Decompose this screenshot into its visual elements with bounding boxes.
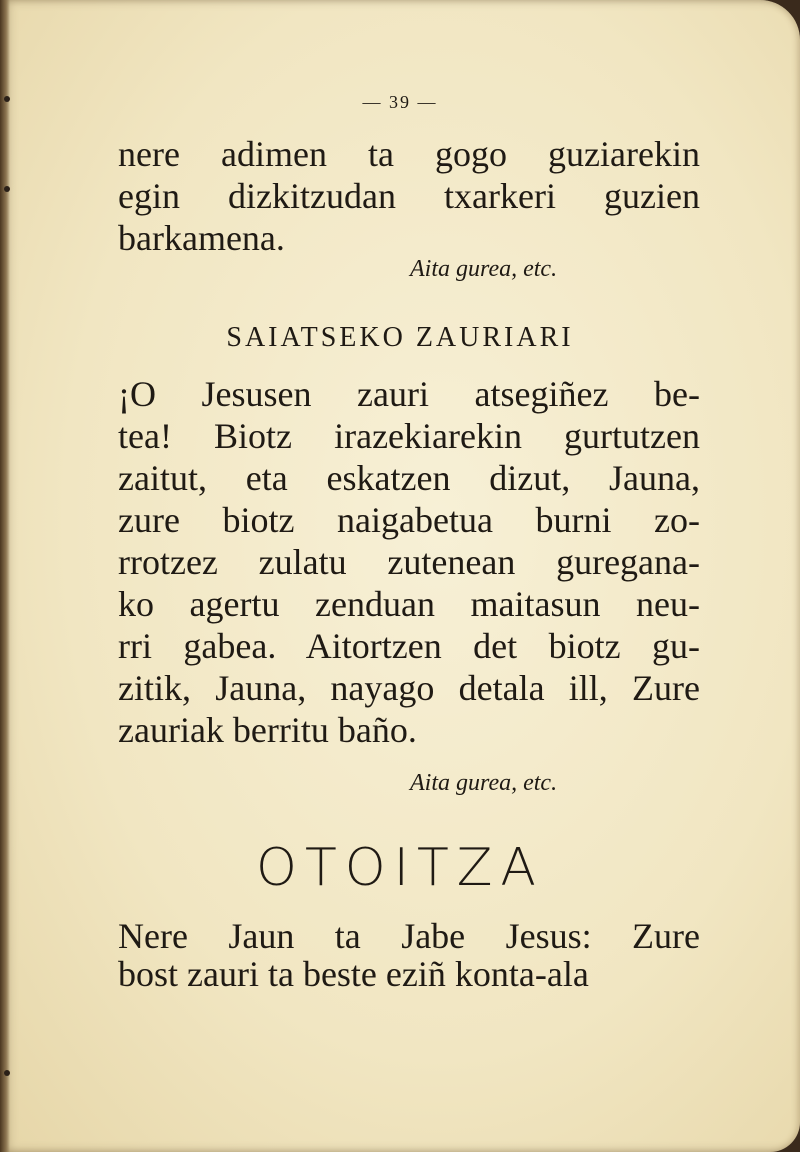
- text-line: tea! Biotz irazekiarekin gurtutzen: [118, 416, 700, 456]
- text-line: bost zauri ta beste eziñ konta-ala: [118, 954, 589, 994]
- section-heading: SAIATSEKO ZAURIARI: [226, 322, 574, 353]
- text-line: Nere Jaun ta Jabe Jesus: Zure: [118, 916, 700, 956]
- text-line: egin dizkitzudan txarkeri guzien: [118, 176, 700, 216]
- text-line: barkamena.: [118, 218, 285, 258]
- text-line: zitik, Jauna, nayago detala ill, Zure: [118, 668, 700, 708]
- text-line: zure biotz naigabetua burni zo-: [118, 500, 700, 540]
- text-line: zaitut, eta eskatzen dizut, Jauna,: [118, 458, 700, 498]
- text-line: rrotzez zulatu zutenean guregana-: [118, 542, 700, 582]
- book-spine: [0, 0, 10, 1152]
- text-line: ko agertu zenduan maitasun neu-: [118, 584, 700, 624]
- binding-mark: [4, 1070, 10, 1076]
- text-line: rri gabea. Aitortzen det biotz gu-: [118, 626, 700, 666]
- text-line: ¡O Jesusen zauri atsegiñez be-: [118, 374, 700, 414]
- binding-mark: [4, 186, 10, 192]
- section-heading-large: OTOITZA: [256, 838, 544, 898]
- page-number: — 39 —: [362, 92, 438, 112]
- refrain: Aita gurea, etc.: [410, 256, 558, 282]
- text-line: nere adimen ta gogo guziarekin: [118, 134, 700, 174]
- refrain: Aita gurea, etc.: [410, 770, 558, 796]
- text-line: zauriak berritu baño.: [118, 710, 417, 750]
